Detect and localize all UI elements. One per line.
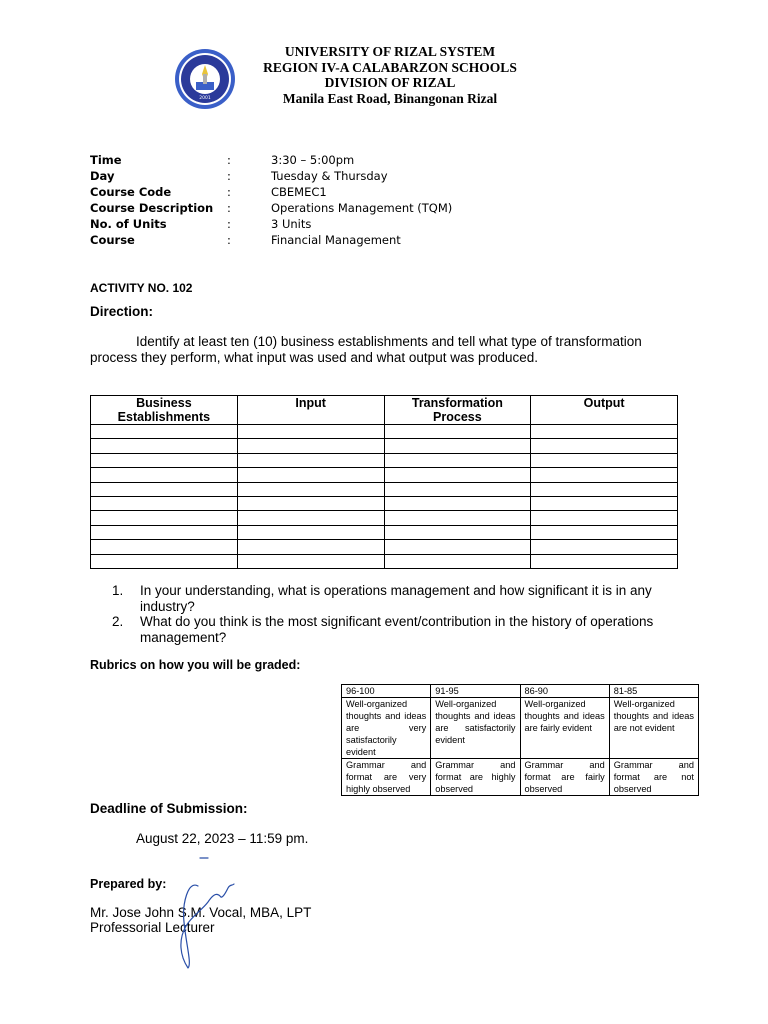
table-cell (91, 540, 238, 554)
table-cell (91, 453, 238, 467)
rubric-table (341, 684, 699, 796)
heading-line-address: Manila East Road, Binangonan Rizal (282, 90, 498, 106)
info-value: Financial Management (271, 233, 401, 247)
rubric-header-row (342, 685, 699, 698)
rubric-cell: Grammar and format are not observed (609, 759, 698, 796)
table-row (91, 453, 678, 467)
table-cell (384, 554, 531, 568)
table-cell (237, 554, 384, 568)
heading-line-university: UNIVERSITY OF RIZAL SYSTEM (284, 44, 496, 59)
table-header-row (91, 396, 678, 425)
info-label: Time (90, 153, 122, 167)
rubric-cell: Well-organized thoughts and ideas are fairly evident (520, 698, 609, 759)
question-number: 1. (112, 583, 124, 598)
info-row-units (90, 216, 452, 232)
rubric-heading: Rubrics on how you will be graded: (90, 658, 301, 672)
university-seal-logo (174, 48, 236, 110)
table-cell (91, 425, 238, 439)
rubric-cell: Well-organized thoughts and ideas are not evident (609, 698, 698, 759)
table-cell (237, 425, 384, 439)
info-label: Course Code (90, 185, 172, 199)
table-cell (91, 554, 238, 568)
rubric-cell: Grammar and format are fairly observed (520, 759, 609, 796)
info-row-day (90, 168, 452, 184)
direction-heading: Direction: (90, 304, 154, 319)
info-separator: : (227, 169, 231, 183)
rubric-column-header: 96-100 (342, 685, 431, 698)
question-item (112, 583, 672, 614)
table-cell (384, 468, 531, 482)
info-label: Day (90, 169, 115, 183)
info-value: CBEMEC1 (271, 185, 327, 199)
course-info (90, 152, 452, 248)
deadline-value: August 22, 2023 – 11:59 pm. (136, 831, 309, 846)
table-cell (237, 453, 384, 467)
info-row-course-description (90, 200, 452, 216)
table-cell (237, 496, 384, 510)
table-cell (237, 468, 384, 482)
table-cell (237, 511, 384, 525)
table-cell (384, 511, 531, 525)
establishments-table (90, 395, 678, 569)
handwritten-signature (168, 852, 248, 972)
question-list (112, 583, 672, 645)
table-cell (531, 496, 678, 510)
table-cell (531, 468, 678, 482)
table-cell (237, 525, 384, 539)
table-cell (91, 468, 238, 482)
table-row (91, 525, 678, 539)
table-cell (384, 425, 531, 439)
institution-heading (240, 44, 540, 106)
question-text: What do you think is the most significant event/contribution in the history of operations management? (140, 614, 654, 645)
info-value: 3 Units (271, 217, 312, 231)
info-value: 3:30 – 5:00pm (271, 153, 355, 167)
info-separator: : (227, 233, 231, 247)
info-label: Course Description (90, 201, 214, 215)
rubric-row-grammar (342, 759, 699, 796)
info-row-time (90, 152, 452, 168)
info-separator: : (227, 217, 231, 231)
info-separator: : (227, 153, 231, 167)
column-header-transformation: Transformation Process (384, 396, 531, 425)
heading-line-division: DIVISION OF RIZAL (324, 75, 456, 90)
table-cell (384, 525, 531, 539)
question-number: 2. (112, 614, 124, 629)
deadline-heading: Deadline of Submission: (90, 801, 248, 816)
table-cell (384, 453, 531, 467)
info-separator: : (227, 185, 231, 199)
rubric-cell: Grammar and format are very highly observed (342, 759, 431, 796)
table-cell (237, 540, 384, 554)
table-cell (91, 511, 238, 525)
rubric-column-header: 86-90 (520, 685, 609, 698)
table-cell (531, 453, 678, 467)
table-cell (237, 439, 384, 453)
question-item (112, 614, 672, 645)
activity-title: ACTIVITY NO. 102 (90, 281, 193, 295)
table-row (91, 439, 678, 453)
preparer-title: Professorial Lecturer (90, 919, 215, 935)
table-cell (237, 482, 384, 496)
table-cell (531, 439, 678, 453)
table-row (91, 554, 678, 568)
table-cell (91, 496, 238, 510)
info-row-course-code (90, 184, 452, 200)
table-body (91, 425, 678, 569)
table-row (91, 496, 678, 510)
info-row-course (90, 232, 452, 248)
prepared-by-heading: Prepared by: (90, 877, 167, 891)
rubric-column-header: 91-95 (431, 685, 520, 698)
table-cell (91, 525, 238, 539)
preparer-name: Mr. Jose John S.M. Vocal, MBA, LPT (90, 905, 312, 920)
table-cell (531, 511, 678, 525)
rubric-row-organization (342, 698, 699, 759)
table-cell (531, 540, 678, 554)
direction-text: Identify at least ten (10) business establishments and tell what type of transformation process they perform, what input was used and what output was produced. (90, 334, 642, 365)
table-cell (531, 482, 678, 496)
rubric-cell: Grammar and format are highly observed (431, 759, 520, 796)
table-cell (91, 439, 238, 453)
table-cell (91, 482, 238, 496)
info-value: Operations Management (TQM) (271, 201, 453, 215)
table-cell (384, 482, 531, 496)
info-separator: : (227, 201, 231, 215)
table-cell (384, 439, 531, 453)
heading-line-region: REGION IV-A CALABARZON SCHOOLS (263, 59, 517, 75)
column-header-output: Output (531, 396, 678, 425)
table-row (91, 540, 678, 554)
table-cell (531, 554, 678, 568)
table-cell (384, 540, 531, 554)
rubric-column-header: 81-85 (609, 685, 698, 698)
table-row (91, 482, 678, 496)
table-row (91, 468, 678, 482)
table-cell (384, 496, 531, 510)
table-cell (531, 425, 678, 439)
table-cell (531, 525, 678, 539)
svg-text:2001: 2001 (199, 96, 211, 101)
table-row (91, 511, 678, 525)
table-row (91, 425, 678, 439)
rubric-cell: Well-organized thoughts and ideas are satisfactorily evident (431, 698, 520, 759)
info-label: Course (90, 233, 135, 247)
rubric-cell: Well-organized thoughts and ideas are very satisfactorily evident (342, 698, 431, 759)
column-header-business: Business Establishments (91, 396, 238, 425)
info-value: Tuesday & Thursday (271, 169, 388, 183)
column-header-input: Input (237, 396, 384, 425)
info-label: No. of Units (90, 217, 167, 231)
question-text: In your understanding, what is operations management and how significant it is in any industry? (140, 583, 652, 614)
